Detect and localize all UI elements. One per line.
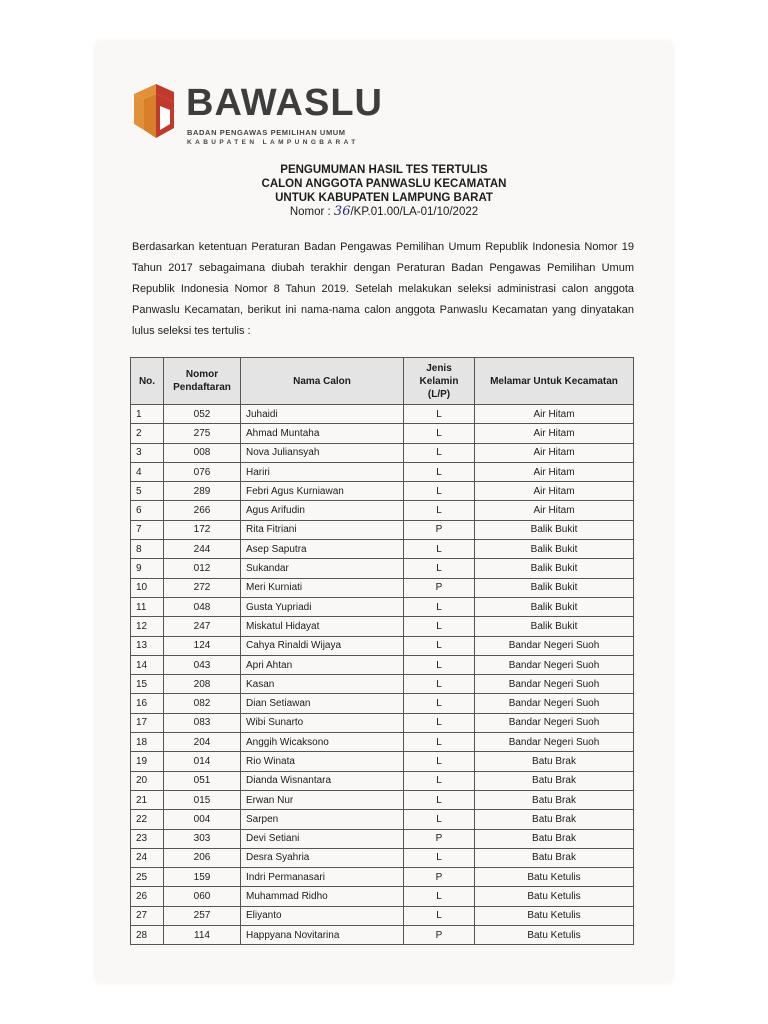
- district-cell: Bandar Negeri Suoh: [475, 636, 634, 655]
- gender-cell: L: [404, 501, 475, 520]
- table-row: [131, 752, 634, 771]
- district-cell: Air Hitam: [475, 482, 634, 501]
- table-row: [131, 405, 634, 424]
- gender-cell: L: [404, 771, 475, 790]
- gender-cell: P: [404, 829, 475, 848]
- title-line-3: UNTUK KABUPATEN LAMPUNG BARAT: [275, 192, 493, 204]
- registration-number-cell: 051: [164, 771, 241, 790]
- row-number-cell: 26: [131, 887, 164, 906]
- table-row: [131, 790, 634, 809]
- table-row: [131, 694, 634, 713]
- registration-number-cell: 014: [164, 752, 241, 771]
- registration-number-cell: 012: [164, 559, 241, 578]
- candidate-name-cell: Nova Juliansyah: [241, 443, 404, 462]
- registration-number-cell: 114: [164, 926, 241, 945]
- registration-number-cell: 204: [164, 733, 241, 752]
- candidate-name-cell: Indri Permanasari: [241, 868, 404, 887]
- registration-number-cell: 004: [164, 810, 241, 829]
- candidate-name-cell: Juhaidi: [241, 405, 404, 424]
- candidate-name-cell: Cahya Rinaldi Wijaya: [241, 636, 404, 655]
- registration-number-cell: 124: [164, 636, 241, 655]
- gender-cell: L: [404, 636, 475, 655]
- registration-number-cell: 043: [164, 655, 241, 674]
- registration-number-cell: 289: [164, 482, 241, 501]
- candidate-name-cell: Apri Ahtan: [241, 655, 404, 674]
- candidate-name-cell: Erwan Nur: [241, 790, 404, 809]
- nomor-handwritten: 36: [333, 204, 351, 219]
- row-number-cell: 4: [131, 462, 164, 481]
- registration-number-cell: 083: [164, 713, 241, 732]
- gender-cell: L: [404, 405, 475, 424]
- table-row: [131, 520, 634, 539]
- registration-number-cell: 076: [164, 462, 241, 481]
- district-cell: Batu Brak: [475, 810, 634, 829]
- row-number-cell: 3: [131, 443, 164, 462]
- table-row: [131, 733, 634, 752]
- gender-cell: L: [404, 694, 475, 713]
- registration-number-cell: 275: [164, 424, 241, 443]
- row-number-cell: 9: [131, 559, 164, 578]
- gender-cell: L: [404, 810, 475, 829]
- candidate-name-cell: Devi Setiani: [241, 829, 404, 848]
- candidate-name-cell: Agus Arifudin: [241, 501, 404, 520]
- gender-cell: L: [404, 540, 475, 559]
- candidate-name-cell: Eliyanto: [241, 906, 404, 925]
- table-row: [131, 926, 634, 945]
- row-number-cell: 11: [131, 597, 164, 616]
- header-district: Melamar Untuk Kecamatan: [475, 358, 634, 405]
- candidate-name-cell: Muhammad Ridho: [241, 887, 404, 906]
- candidate-name-cell: Sukandar: [241, 559, 404, 578]
- gender-cell: L: [404, 482, 475, 501]
- table-row: [131, 597, 634, 616]
- row-number-cell: 27: [131, 906, 164, 925]
- table-row: [131, 462, 634, 481]
- bawaslu-logo: [130, 80, 390, 146]
- district-cell: Batu Ketulis: [475, 887, 634, 906]
- row-number-cell: 17: [131, 713, 164, 732]
- candidate-name-cell: Miskatul Hidayat: [241, 617, 404, 636]
- table-header-row: [131, 358, 634, 405]
- candidate-name-cell: Ahmad Muntaha: [241, 424, 404, 443]
- district-cell: Air Hitam: [475, 443, 634, 462]
- candidate-name-cell: Dianda Wisnantara: [241, 771, 404, 790]
- candidate-name-cell: Gusta Yupriadi: [241, 597, 404, 616]
- gender-cell: L: [404, 443, 475, 462]
- gender-cell: P: [404, 578, 475, 597]
- title-line-2: CALON ANGGOTA PANWASLU KECAMATAN: [261, 178, 507, 190]
- registration-number-cell: 159: [164, 868, 241, 887]
- title-line-1: PENGUMUMAN HASIL TES TERTULIS: [280, 164, 488, 176]
- candidate-name-cell: Hariri: [241, 462, 404, 481]
- gender-cell: L: [404, 424, 475, 443]
- district-cell: Batu Brak: [475, 848, 634, 867]
- row-number-cell: 25: [131, 868, 164, 887]
- gender-cell: L: [404, 655, 475, 674]
- registration-number-cell: 052: [164, 405, 241, 424]
- header-registration-line2: Pendaftaran: [173, 382, 231, 393]
- candidate-name-cell: Sarpen: [241, 810, 404, 829]
- district-cell: Batu Brak: [475, 790, 634, 809]
- nomor-prefix: Nomor :: [289, 206, 334, 218]
- table-row: [131, 675, 634, 694]
- table-row: [131, 771, 634, 790]
- row-number-cell: 5: [131, 482, 164, 501]
- logo-region: KABUPATEN LAMPUNGBARAT: [187, 139, 359, 146]
- announcement-title: [96, 163, 672, 219]
- registration-number-cell: 082: [164, 694, 241, 713]
- row-number-cell: 16: [131, 694, 164, 713]
- gender-cell: L: [404, 906, 475, 925]
- table-row: [131, 501, 634, 520]
- row-number-cell: 8: [131, 540, 164, 559]
- district-cell: Bandar Negeri Suoh: [475, 694, 634, 713]
- district-cell: Air Hitam: [475, 424, 634, 443]
- registration-number-cell: 208: [164, 675, 241, 694]
- table-row: [131, 617, 634, 636]
- district-cell: Air Hitam: [475, 462, 634, 481]
- row-number-cell: 7: [131, 520, 164, 539]
- registration-number-cell: 008: [164, 443, 241, 462]
- gender-cell: L: [404, 462, 475, 481]
- document-number: [96, 205, 672, 219]
- registration-number-cell: 266: [164, 501, 241, 520]
- nomor-suffix: /KP.01.00/LA-01/10/2022: [350, 206, 479, 218]
- header-gender: [404, 358, 475, 405]
- header-name: Nama Calon: [241, 358, 404, 405]
- candidate-name-cell: Anggih Wicaksono: [241, 733, 404, 752]
- gender-cell: L: [404, 597, 475, 616]
- document-page: [96, 42, 672, 982]
- header-registration-line1: Nomor: [185, 369, 219, 380]
- row-number-cell: 10: [131, 578, 164, 597]
- candidate-name-cell: Kasan: [241, 675, 404, 694]
- row-number-cell: 14: [131, 655, 164, 674]
- gender-cell: P: [404, 926, 475, 945]
- district-cell: Batu Brak: [475, 771, 634, 790]
- row-number-cell: 1: [131, 405, 164, 424]
- district-cell: Balik Bukit: [475, 520, 634, 539]
- gender-cell: L: [404, 752, 475, 771]
- registration-number-cell: 060: [164, 887, 241, 906]
- table-row: [131, 578, 634, 597]
- registration-number-cell: 303: [164, 829, 241, 848]
- district-cell: Air Hitam: [475, 501, 634, 520]
- row-number-cell: 15: [131, 675, 164, 694]
- registration-number-cell: 206: [164, 848, 241, 867]
- gender-cell: L: [404, 617, 475, 636]
- district-cell: Batu Ketulis: [475, 868, 634, 887]
- district-cell: Batu Brak: [475, 829, 634, 848]
- candidate-name-cell: Wibi Sunarto: [241, 713, 404, 732]
- table-row: [131, 906, 634, 925]
- table-row: [131, 482, 634, 501]
- row-number-cell: 28: [131, 926, 164, 945]
- header-gender-line2: Kelamin: [419, 375, 459, 387]
- row-number-cell: 24: [131, 848, 164, 867]
- logo-wordmark: BAWASLU: [186, 82, 383, 124]
- table-row: [131, 559, 634, 578]
- registration-number-cell: 048: [164, 597, 241, 616]
- results-table: [130, 357, 634, 945]
- header-gender-line3: (L/P): [427, 388, 451, 400]
- table-row: [131, 848, 634, 867]
- intro-paragraph: Berdasarkan ketentuan Peraturan Badan Pengawas Pemilihan Umum Republik Indonesia Nomor 19 Tahun 2017 sebagaimana diubah terakhir dengan Peraturan Badan Pengawas Pemilihan Umum Republik Indonesia Nomor 8 Tahun 2019. Setelah melakukan seleksi administrasi calon anggota Panwaslu Kecamatan, berikut ini nama-nama calon anggota Panwaslu Kecamatan yang dinyatakan lulus seleksi tes tertulis :: [132, 241, 634, 337]
- row-number-cell: 18: [131, 733, 164, 752]
- district-cell: Balik Bukit: [475, 578, 634, 597]
- table-row: [131, 636, 634, 655]
- gender-cell: L: [404, 559, 475, 578]
- district-cell: Batu Brak: [475, 752, 634, 771]
- gender-cell: L: [404, 887, 475, 906]
- registration-number-cell: 247: [164, 617, 241, 636]
- candidate-name-cell: Rio Winata: [241, 752, 404, 771]
- row-number-cell: 2: [131, 424, 164, 443]
- header-no: No.: [131, 358, 164, 405]
- district-cell: Balik Bukit: [475, 597, 634, 616]
- row-number-cell: 12: [131, 617, 164, 636]
- registration-number-cell: 257: [164, 906, 241, 925]
- candidate-name-cell: Dian Setiawan: [241, 694, 404, 713]
- gender-cell: L: [404, 713, 475, 732]
- district-cell: Batu Ketulis: [475, 926, 634, 945]
- registration-number-cell: 272: [164, 578, 241, 597]
- gender-cell: L: [404, 790, 475, 809]
- header-gender-line1: Jenis: [426, 362, 452, 374]
- row-number-cell: 20: [131, 771, 164, 790]
- row-number-cell: 6: [131, 501, 164, 520]
- header-registration: [164, 358, 241, 405]
- table-row: [131, 424, 634, 443]
- registration-number-cell: 172: [164, 520, 241, 539]
- district-cell: Batu Ketulis: [475, 906, 634, 925]
- gender-cell: L: [404, 733, 475, 752]
- table-row: [131, 810, 634, 829]
- table-row: [131, 713, 634, 732]
- district-cell: Balik Bukit: [475, 540, 634, 559]
- gender-cell: L: [404, 848, 475, 867]
- district-cell: Bandar Negeri Suoh: [475, 675, 634, 694]
- row-number-cell: 13: [131, 636, 164, 655]
- candidate-name-cell: Happyana Novitarina: [241, 926, 404, 945]
- table-row: [131, 868, 634, 887]
- table-row: [131, 443, 634, 462]
- gender-cell: P: [404, 520, 475, 539]
- district-cell: Bandar Negeri Suoh: [475, 713, 634, 732]
- table-row: [131, 540, 634, 559]
- registration-number-cell: 244: [164, 540, 241, 559]
- district-cell: Balik Bukit: [475, 559, 634, 578]
- candidate-name-cell: Rita Fitriani: [241, 520, 404, 539]
- district-cell: Bandar Negeri Suoh: [475, 733, 634, 752]
- candidate-name-cell: Desra Syahria: [241, 848, 404, 867]
- candidate-name-cell: Meri Kurniati: [241, 578, 404, 597]
- table-row: [131, 655, 634, 674]
- candidate-name-cell: Febri Agus Kurniawan: [241, 482, 404, 501]
- candidate-name-cell: Asep Saputra: [241, 540, 404, 559]
- district-cell: Bandar Negeri Suoh: [475, 655, 634, 674]
- registration-number-cell: 015: [164, 790, 241, 809]
- row-number-cell: 23: [131, 829, 164, 848]
- district-cell: Balik Bukit: [475, 617, 634, 636]
- district-cell: Air Hitam: [475, 405, 634, 424]
- row-number-cell: 19: [131, 752, 164, 771]
- gender-cell: P: [404, 868, 475, 887]
- table-row: [131, 887, 634, 906]
- gender-cell: L: [404, 675, 475, 694]
- bawaslu-emblem-icon: [130, 80, 186, 142]
- row-number-cell: 21: [131, 790, 164, 809]
- row-number-cell: 22: [131, 810, 164, 829]
- table-row: [131, 829, 634, 848]
- logo-subtitle: BADAN PENGAWAS PEMILIHAN UMUM: [187, 128, 346, 137]
